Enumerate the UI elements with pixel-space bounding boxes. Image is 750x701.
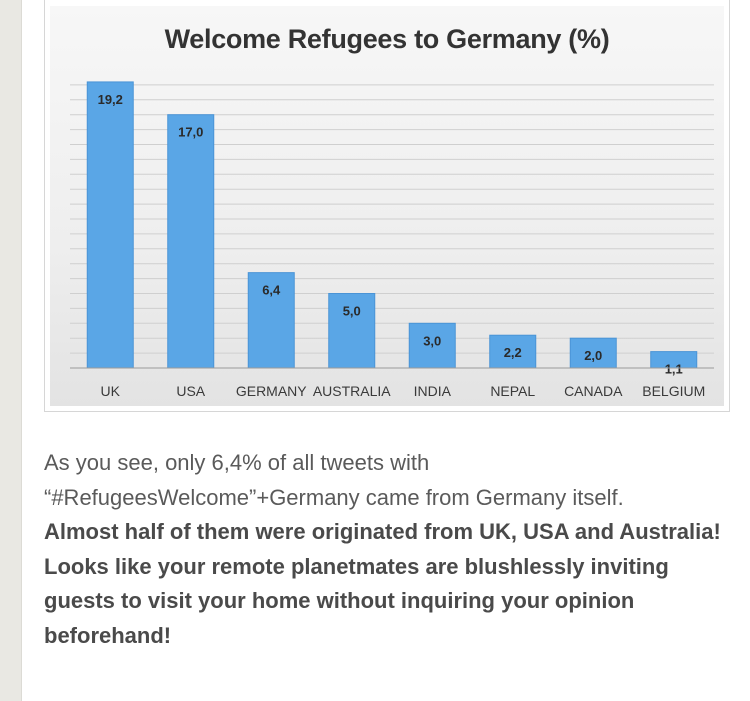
data-label: 19,2	[97, 91, 123, 107]
data-label: 1,1	[664, 361, 683, 377]
x-tick-label: USA	[176, 383, 206, 399]
x-tick-label: GERMANY	[235, 383, 307, 399]
x-tick-label: AUSTRALIA	[312, 383, 391, 399]
chart-image-frame	[44, 0, 730, 412]
x-tick-label: UK	[100, 383, 120, 399]
bar-uk	[87, 82, 133, 368]
bar-chart	[50, 6, 724, 406]
bar-usa	[168, 115, 214, 368]
article-body	[44, 446, 734, 653]
article-paragraph-2: Almost half of them were originated from UK, USA and Australia! Looks like your remote planetmates are blushlessly inviting guests to visit your home without inquiring your opinion beforehand!	[44, 519, 721, 648]
left-sidebar-strip	[0, 0, 22, 701]
chart-title: Welcome Refugees to Germany (%)	[164, 24, 610, 54]
data-label: 6,4	[262, 282, 281, 298]
x-tick-label: BELGIUM	[642, 383, 706, 399]
data-label: 5,0	[342, 303, 361, 319]
data-label: 2,0	[584, 348, 603, 364]
data-label: 2,2	[503, 345, 522, 361]
data-label: 17,0	[178, 124, 204, 140]
x-tick-label: CANADA	[564, 383, 623, 399]
data-label: 3,0	[423, 333, 442, 349]
chart-area	[50, 6, 724, 406]
x-tick-label: INDIA	[413, 383, 451, 399]
x-tick-label: NEPAL	[490, 383, 536, 399]
article-paragraph-1: As you see, only 6,4% of all tweets with “#RefugeesWelcome”+Germany came from Germany itself.	[44, 450, 624, 510]
